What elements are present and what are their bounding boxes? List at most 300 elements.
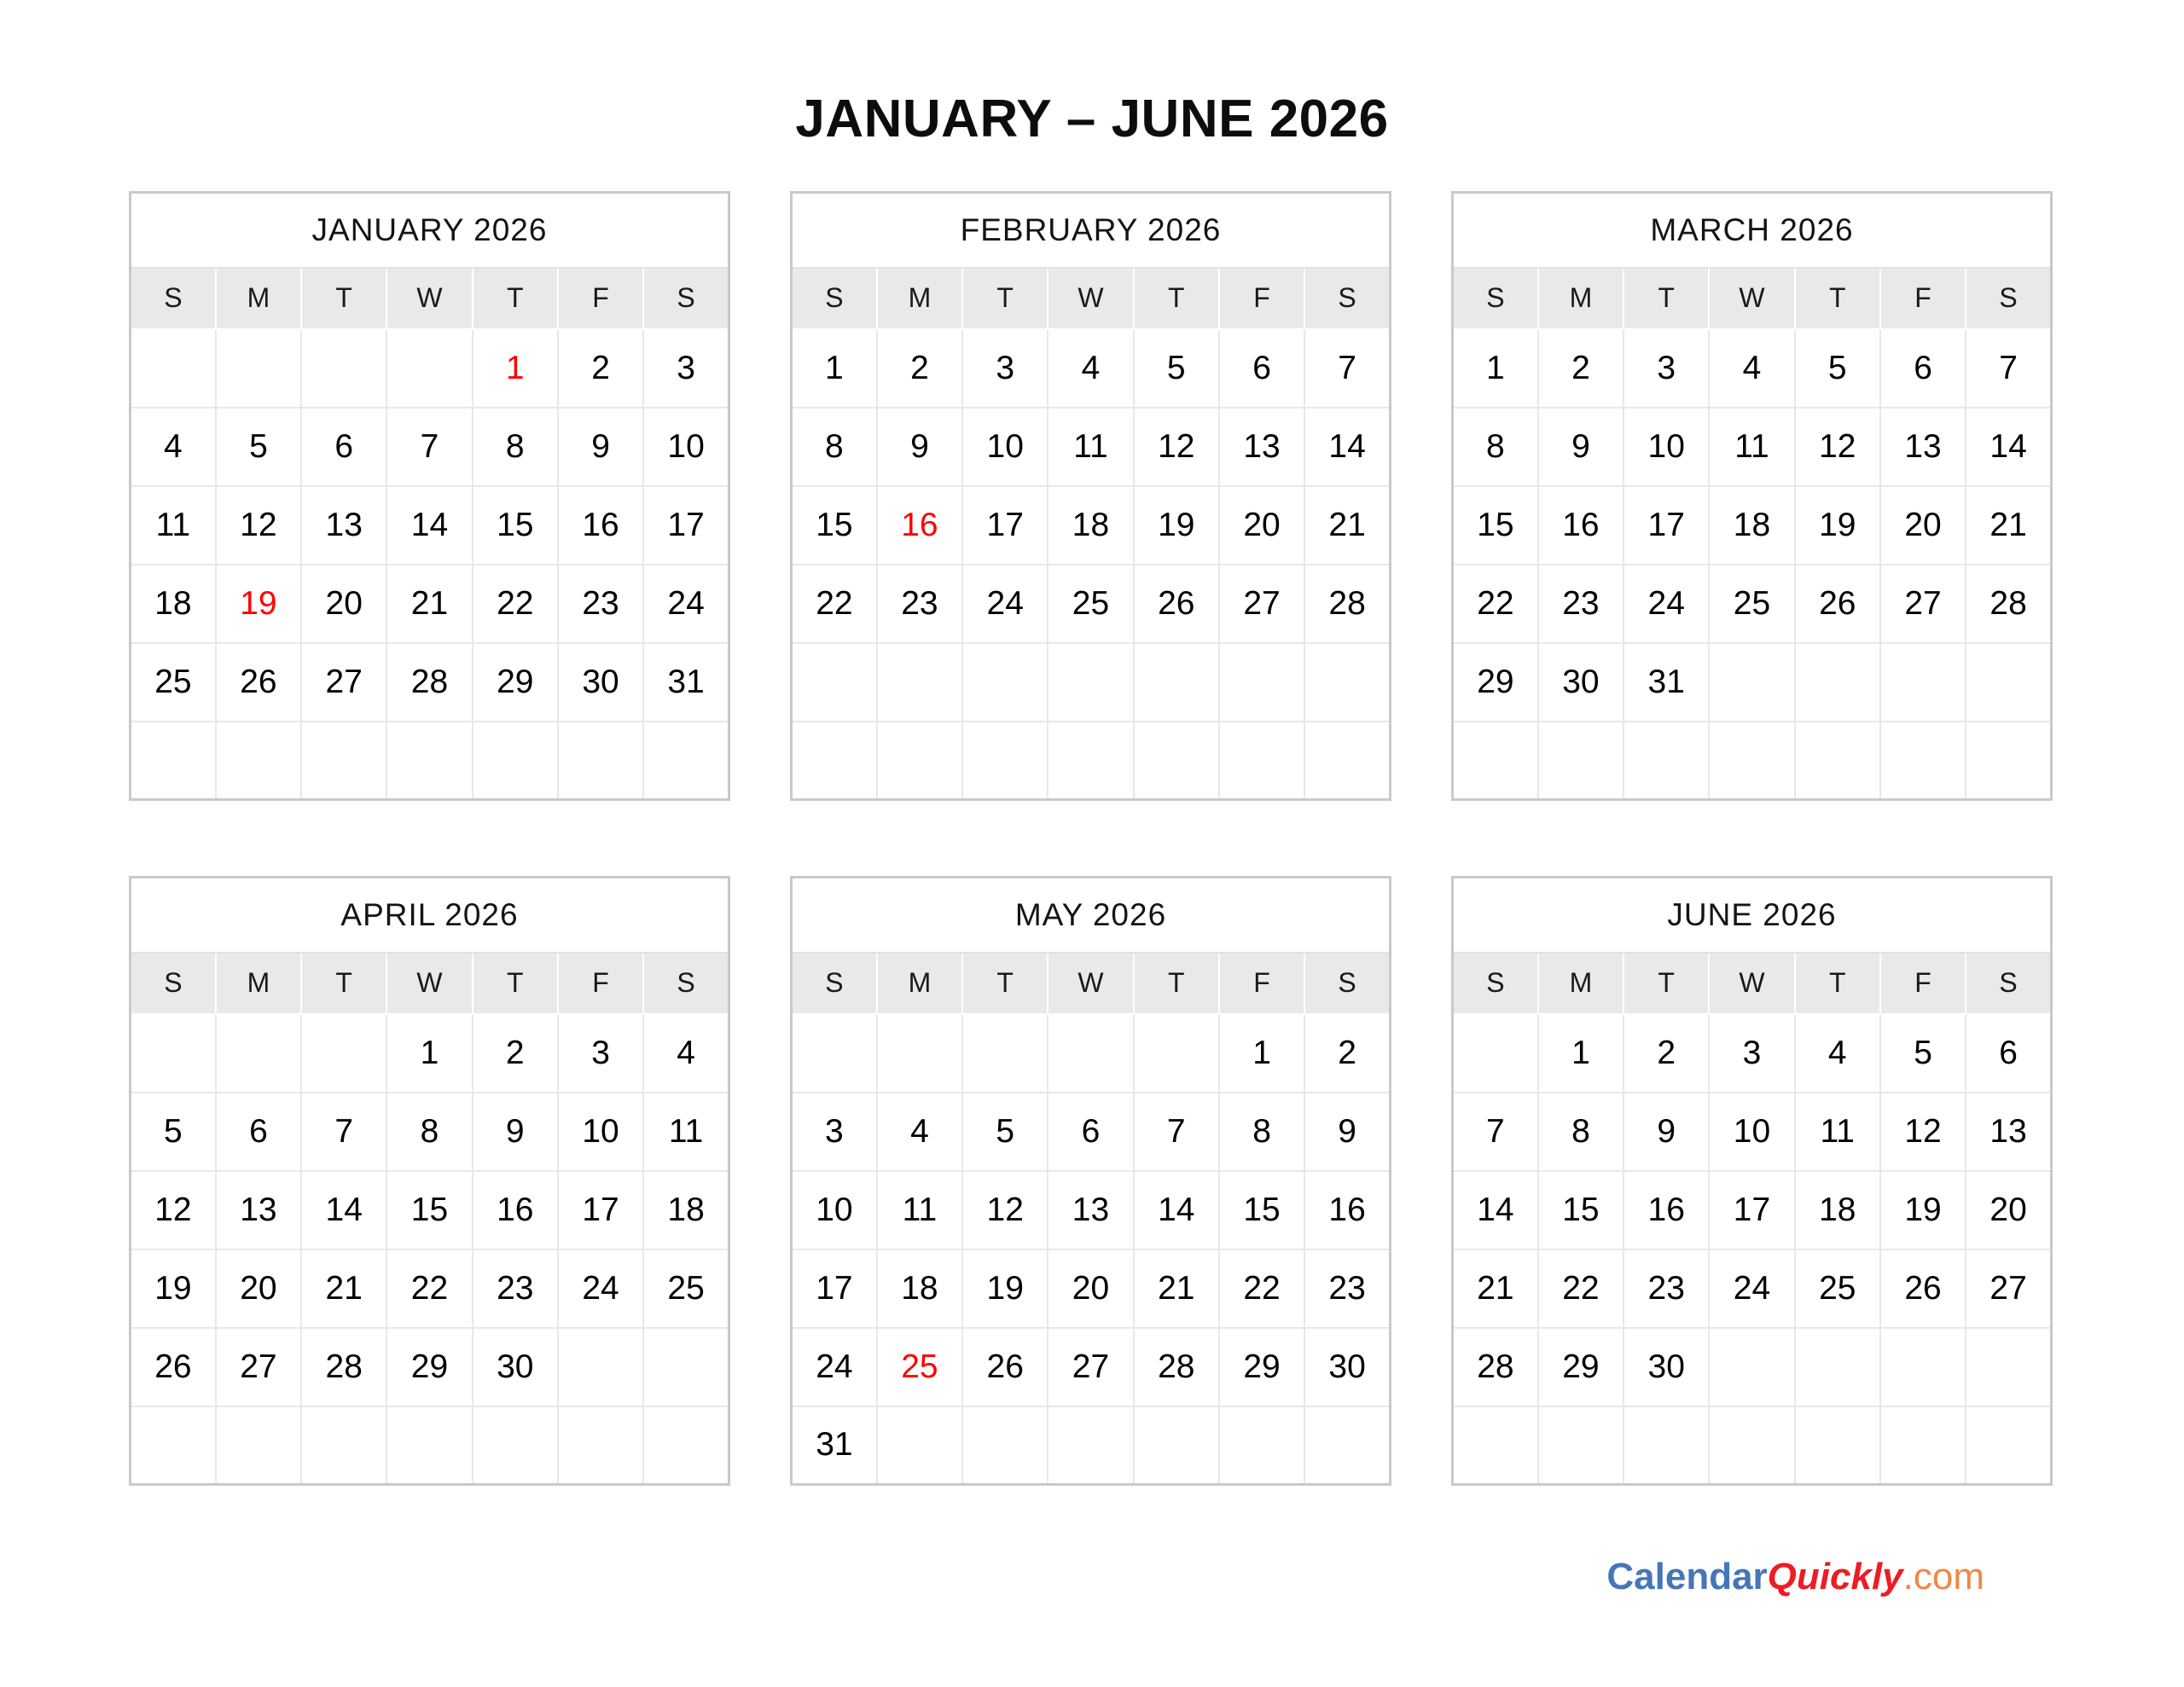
day-cell: 22 — [386, 1249, 472, 1328]
day-cell: 22 — [1453, 565, 1538, 643]
day-cell: 21 — [1134, 1249, 1219, 1328]
week-row — [792, 1014, 1391, 1093]
weekday-cell: F — [558, 268, 643, 329]
day-cell-empty — [1048, 1406, 1133, 1485]
month-title: MAY 2026 — [792, 878, 1391, 953]
day-cell: 21 — [386, 565, 472, 643]
day-cell-empty — [1048, 722, 1133, 800]
day-cell: 31 — [792, 1406, 877, 1485]
month-title: MARCH 2026 — [1453, 193, 2052, 268]
day-cell: 1 — [792, 329, 877, 408]
day-cell-empty — [473, 1406, 558, 1485]
day-cell: 25 — [643, 1249, 729, 1328]
week-row — [792, 1406, 1391, 1485]
day-cell: 23 — [1538, 565, 1623, 643]
day-cell-empty — [1538, 1406, 1623, 1485]
week-row — [131, 486, 729, 565]
day-cell-empty — [558, 1328, 643, 1406]
day-cell: 24 — [962, 565, 1048, 643]
day-cell: 22 — [1538, 1249, 1623, 1328]
day-cell: 21 — [1304, 486, 1390, 565]
day-cell-empty — [1219, 643, 1304, 722]
day-cell: 29 — [1538, 1328, 1623, 1406]
day-cell: 11 — [1048, 408, 1133, 486]
week-row — [792, 722, 1391, 800]
weekday-cell: M — [1538, 268, 1623, 329]
day-cell: 30 — [473, 1328, 558, 1406]
day-cell: 27 — [1219, 565, 1304, 643]
weekday-cell: S — [131, 953, 216, 1014]
month-table — [129, 191, 730, 801]
weekday-cell: S — [643, 268, 729, 329]
weekday-cell: S — [1966, 268, 2051, 329]
day-cell: 14 — [301, 1171, 386, 1249]
day-cell-empty — [962, 1406, 1048, 1485]
day-cell-empty — [131, 1406, 216, 1485]
day-cell: 14 — [1304, 408, 1390, 486]
day-cell: 17 — [643, 486, 729, 565]
day-cell: 6 — [1880, 329, 1966, 408]
day-cell-empty — [1966, 722, 2051, 800]
day-cell-empty — [1453, 1014, 1538, 1093]
week-row — [131, 1093, 729, 1171]
day-cell: 7 — [301, 1093, 386, 1171]
week-row — [792, 643, 1391, 722]
day-cell: 28 — [386, 643, 472, 722]
week-row — [131, 1171, 729, 1249]
day-cell: 4 — [877, 1093, 962, 1171]
weekday-cell: S — [1453, 268, 1538, 329]
weekday-cell: S — [1304, 268, 1390, 329]
day-cell-empty — [1134, 1014, 1219, 1093]
month-table — [790, 876, 1391, 1486]
day-cell: 20 — [301, 565, 386, 643]
site-logo[interactable] — [1606, 1556, 1984, 1598]
day-cell: 18 — [877, 1249, 962, 1328]
day-cell-empty — [216, 1014, 301, 1093]
day-cell: 4 — [1048, 329, 1133, 408]
weekday-cell: M — [877, 268, 962, 329]
day-cell-empty — [301, 329, 386, 408]
day-cell: 26 — [1134, 565, 1219, 643]
day-cell: 19 — [1134, 486, 1219, 565]
day-cell: 5 — [131, 1093, 216, 1171]
month-card — [790, 876, 1391, 1486]
day-cell: 20 — [1966, 1171, 2051, 1249]
day-cell: 11 — [643, 1093, 729, 1171]
day-cell-empty — [1134, 643, 1219, 722]
weekday-cell: W — [386, 268, 472, 329]
week-row — [792, 408, 1391, 486]
week-row — [1453, 1328, 2052, 1406]
day-cell-empty — [1966, 643, 2051, 722]
day-cell: 8 — [386, 1093, 472, 1171]
day-cell: 9 — [877, 408, 962, 486]
day-cell-empty — [792, 722, 877, 800]
logo-calendar-text: Calendar — [1606, 1556, 1768, 1597]
day-cell-empty — [1966, 1328, 2051, 1406]
week-row — [792, 1249, 1391, 1328]
month-title: FEBRUARY 2026 — [792, 193, 1391, 268]
day-cell: 9 — [473, 1093, 558, 1171]
day-cell: 12 — [1134, 408, 1219, 486]
day-cell: 30 — [558, 643, 643, 722]
calendar-grid — [129, 191, 2053, 1486]
day-cell: 12 — [962, 1171, 1048, 1249]
month-title: APRIL 2026 — [131, 878, 729, 953]
day-cell: 29 — [386, 1328, 472, 1406]
month-table — [790, 191, 1391, 801]
day-cell-empty — [1966, 1406, 2051, 1485]
day-cell-empty — [1304, 643, 1390, 722]
day-cell: 26 — [962, 1328, 1048, 1406]
day-cell: 17 — [558, 1171, 643, 1249]
week-row — [131, 1406, 729, 1485]
weekday-cell: F — [1219, 268, 1304, 329]
week-row — [1453, 329, 2052, 408]
day-cell: 12 — [216, 486, 301, 565]
day-cell: 29 — [473, 643, 558, 722]
day-cell-empty — [1795, 1328, 1880, 1406]
day-cell-empty — [1795, 643, 1880, 722]
week-row — [131, 329, 729, 408]
weekday-cell: W — [1048, 268, 1133, 329]
day-cell: 2 — [1538, 329, 1623, 408]
day-cell: 16 — [473, 1171, 558, 1249]
day-cell: 2 — [877, 329, 962, 408]
day-cell: 6 — [1219, 329, 1304, 408]
day-cell-empty — [301, 1014, 386, 1093]
weekday-cell: T — [962, 268, 1048, 329]
month-card — [790, 191, 1391, 801]
day-cell-empty — [877, 1014, 962, 1093]
day-cell: 4 — [643, 1014, 729, 1093]
day-cell: 14 — [1966, 408, 2051, 486]
week-row — [792, 486, 1391, 565]
day-cell: 2 — [1623, 1014, 1709, 1093]
day-cell: 6 — [216, 1093, 301, 1171]
day-cell: 29 — [1453, 643, 1538, 722]
day-cell: 16 — [1304, 1171, 1390, 1249]
day-cell: 12 — [1880, 1093, 1966, 1171]
weekday-cell: T — [1623, 953, 1709, 1014]
weekday-cell: M — [216, 268, 301, 329]
day-cell: 14 — [386, 486, 472, 565]
day-cell: 28 — [1966, 565, 2051, 643]
day-cell: 8 — [1453, 408, 1538, 486]
day-cell: 21 — [1966, 486, 2051, 565]
day-cell: 4 — [1709, 329, 1794, 408]
weekday-cell: F — [1219, 953, 1304, 1014]
week-row — [1453, 486, 2052, 565]
day-cell: 27 — [1966, 1249, 2051, 1328]
weekday-row — [131, 953, 729, 1014]
day-cell: 11 — [1709, 408, 1794, 486]
week-row — [1453, 408, 2052, 486]
month-card — [1451, 191, 2053, 801]
weekday-cell: S — [1453, 953, 1538, 1014]
month-title: JANUARY 2026 — [131, 193, 729, 268]
weekday-cell: T — [962, 953, 1048, 1014]
week-row — [1453, 1171, 2052, 1249]
week-row — [1453, 1014, 2052, 1093]
week-row — [131, 1249, 729, 1328]
weekday-cell: M — [877, 953, 962, 1014]
day-cell: 19 — [1795, 486, 1880, 565]
day-cell: 28 — [1453, 1328, 1538, 1406]
weekday-row — [1453, 953, 2052, 1014]
day-cell: 17 — [962, 486, 1048, 565]
day-cell: 5 — [216, 408, 301, 486]
day-cell: 23 — [473, 1249, 558, 1328]
day-cell-empty — [792, 1014, 877, 1093]
day-cell: 20 — [1048, 1249, 1133, 1328]
day-cell: 1 — [386, 1014, 472, 1093]
day-cell-empty — [792, 643, 877, 722]
day-cell: 9 — [1623, 1093, 1709, 1171]
day-cell-empty — [216, 329, 301, 408]
day-cell: 18 — [131, 565, 216, 643]
weekday-row — [1453, 268, 2052, 329]
day-cell: 10 — [1709, 1093, 1794, 1171]
day-cell-empty — [1453, 722, 1538, 800]
day-cell: 17 — [1709, 1171, 1794, 1249]
weekday-row — [131, 268, 729, 329]
week-row — [131, 1328, 729, 1406]
day-cell-empty — [216, 1406, 301, 1485]
day-cell: 25 — [131, 643, 216, 722]
day-cell-empty — [1219, 722, 1304, 800]
day-cell: 2 — [473, 1014, 558, 1093]
day-cell: 26 — [131, 1328, 216, 1406]
day-cell-empty — [1538, 722, 1623, 800]
day-cell: 24 — [643, 565, 729, 643]
week-row — [792, 329, 1391, 408]
day-cell: 10 — [558, 1093, 643, 1171]
day-cell: 13 — [1966, 1093, 2051, 1171]
day-cell: 27 — [301, 643, 386, 722]
day-cell-empty — [1623, 722, 1709, 800]
day-cell-empty — [386, 329, 472, 408]
week-row — [792, 1093, 1391, 1171]
day-cell-empty — [1048, 643, 1133, 722]
weekday-cell: T — [473, 953, 558, 1014]
day-cell-empty — [1709, 1328, 1794, 1406]
weekday-row — [792, 953, 1391, 1014]
week-row — [131, 722, 729, 800]
weekday-cell: T — [473, 268, 558, 329]
day-cell: 12 — [131, 1171, 216, 1249]
day-cell: 30 — [1623, 1328, 1709, 1406]
day-cell-empty — [131, 329, 216, 408]
day-cell: 28 — [1304, 565, 1390, 643]
day-cell: 16 — [1538, 486, 1623, 565]
day-cell: 8 — [1538, 1093, 1623, 1171]
day-cell: 4 — [1795, 1014, 1880, 1093]
day-cell: 7 — [1966, 329, 2051, 408]
day-cell: 18 — [1709, 486, 1794, 565]
day-cell-empty — [877, 1406, 962, 1485]
day-cell: 19 — [1880, 1171, 1966, 1249]
day-cell: 13 — [216, 1171, 301, 1249]
day-cell: 26 — [216, 643, 301, 722]
weekday-row — [792, 268, 1391, 329]
day-cell: 13 — [1219, 408, 1304, 486]
logo-quickly-text: Quickly — [1767, 1556, 1903, 1597]
day-cell: 15 — [792, 486, 877, 565]
day-cell: 11 — [877, 1171, 962, 1249]
day-cell: 30 — [1304, 1328, 1390, 1406]
day-cell-empty — [962, 643, 1048, 722]
day-cell: 25 — [1795, 1249, 1880, 1328]
day-cell-empty — [1709, 1406, 1794, 1485]
day-cell: 15 — [1538, 1171, 1623, 1249]
day-cell: 17 — [1623, 486, 1709, 565]
day-cell: 4 — [131, 408, 216, 486]
month-table — [1451, 876, 2053, 1486]
day-cell: 15 — [1219, 1171, 1304, 1249]
day-cell-empty — [1880, 1328, 1966, 1406]
day-cell: 2 — [1304, 1014, 1390, 1093]
day-cell: 3 — [792, 1093, 877, 1171]
day-cell-empty — [1304, 1406, 1390, 1485]
day-cell: 7 — [1134, 1093, 1219, 1171]
day-cell: 11 — [1795, 1093, 1880, 1171]
day-cell-empty — [1134, 722, 1219, 800]
day-cell-empty — [1709, 643, 1794, 722]
day-cell: 1 — [1219, 1014, 1304, 1093]
day-cell: 19 — [216, 565, 301, 643]
day-cell-empty — [1795, 1406, 1880, 1485]
day-cell: 24 — [1709, 1249, 1794, 1328]
day-cell-empty — [643, 1328, 729, 1406]
day-cell: 21 — [301, 1249, 386, 1328]
day-cell: 14 — [1453, 1171, 1538, 1249]
day-cell: 1 — [1453, 329, 1538, 408]
week-row — [1453, 1093, 2052, 1171]
weekday-cell: S — [792, 953, 877, 1014]
day-cell: 10 — [792, 1171, 877, 1249]
weekday-cell: T — [301, 268, 386, 329]
day-cell-empty — [131, 1014, 216, 1093]
day-cell-empty — [1453, 1406, 1538, 1485]
day-cell-empty — [643, 722, 729, 800]
day-cell: 9 — [1304, 1093, 1390, 1171]
day-cell-empty — [1134, 1406, 1219, 1485]
day-cell: 3 — [558, 1014, 643, 1093]
day-cell: 26 — [1795, 565, 1880, 643]
day-cell: 15 — [386, 1171, 472, 1249]
day-cell: 6 — [301, 408, 386, 486]
day-cell: 18 — [1048, 486, 1133, 565]
day-cell: 6 — [1048, 1093, 1133, 1171]
weekday-cell: T — [1795, 953, 1880, 1014]
day-cell: 8 — [792, 408, 877, 486]
day-cell: 2 — [558, 329, 643, 408]
day-cell: 5 — [1134, 329, 1219, 408]
day-cell: 15 — [1453, 486, 1538, 565]
day-cell: 10 — [1623, 408, 1709, 486]
week-row — [1453, 722, 2052, 800]
day-cell-empty — [962, 1014, 1048, 1093]
day-cell: 3 — [643, 329, 729, 408]
day-cell: 22 — [792, 565, 877, 643]
day-cell: 18 — [643, 1171, 729, 1249]
day-cell: 29 — [1219, 1328, 1304, 1406]
day-cell: 15 — [473, 486, 558, 565]
day-cell-empty — [473, 722, 558, 800]
weekday-cell: W — [386, 953, 472, 1014]
week-row — [1453, 565, 2052, 643]
day-cell: 10 — [962, 408, 1048, 486]
weekday-cell: F — [558, 953, 643, 1014]
day-cell: 16 — [877, 486, 962, 565]
day-cell: 23 — [877, 565, 962, 643]
week-row — [131, 408, 729, 486]
day-cell: 8 — [1219, 1093, 1304, 1171]
month-card — [129, 876, 730, 1486]
day-cell: 26 — [1880, 1249, 1966, 1328]
week-row — [131, 565, 729, 643]
day-cell: 16 — [1623, 1171, 1709, 1249]
day-cell: 12 — [1795, 408, 1880, 486]
day-cell: 8 — [473, 408, 558, 486]
day-cell: 25 — [1048, 565, 1133, 643]
day-cell: 21 — [1453, 1249, 1538, 1328]
day-cell: 20 — [1880, 486, 1966, 565]
weekday-cell: T — [1795, 268, 1880, 329]
day-cell: 16 — [558, 486, 643, 565]
day-cell: 23 — [1304, 1249, 1390, 1328]
day-cell-empty — [131, 722, 216, 800]
weekday-cell: F — [1880, 268, 1966, 329]
weekday-cell: W — [1709, 268, 1794, 329]
day-cell-empty — [1048, 1014, 1133, 1093]
week-row — [792, 1328, 1391, 1406]
day-cell: 5 — [962, 1093, 1048, 1171]
week-row — [131, 1014, 729, 1093]
day-cell: 5 — [1795, 329, 1880, 408]
day-cell-empty — [1219, 1406, 1304, 1485]
weekday-cell: W — [1709, 953, 1794, 1014]
day-cell: 18 — [1795, 1171, 1880, 1249]
day-cell: 1 — [1538, 1014, 1623, 1093]
day-cell: 27 — [216, 1328, 301, 1406]
day-cell-empty — [1795, 722, 1880, 800]
day-cell: 13 — [1048, 1171, 1133, 1249]
day-cell: 30 — [1538, 643, 1623, 722]
day-cell: 24 — [558, 1249, 643, 1328]
day-cell-empty — [1880, 643, 1966, 722]
day-cell-empty — [386, 1406, 472, 1485]
day-cell: 23 — [558, 565, 643, 643]
day-cell: 24 — [792, 1328, 877, 1406]
weekday-cell: F — [1880, 953, 1966, 1014]
week-row — [1453, 1406, 2052, 1485]
weekday-cell: S — [792, 268, 877, 329]
day-cell: 20 — [216, 1249, 301, 1328]
weekday-cell: S — [1304, 953, 1390, 1014]
day-cell: 24 — [1623, 565, 1709, 643]
week-row — [792, 565, 1391, 643]
day-cell-empty — [301, 1406, 386, 1485]
day-cell: 25 — [877, 1328, 962, 1406]
weekday-cell: T — [1134, 953, 1219, 1014]
day-cell-empty — [643, 1406, 729, 1485]
day-cell-empty — [877, 643, 962, 722]
day-cell: 13 — [1880, 408, 1966, 486]
day-cell: 20 — [1219, 486, 1304, 565]
